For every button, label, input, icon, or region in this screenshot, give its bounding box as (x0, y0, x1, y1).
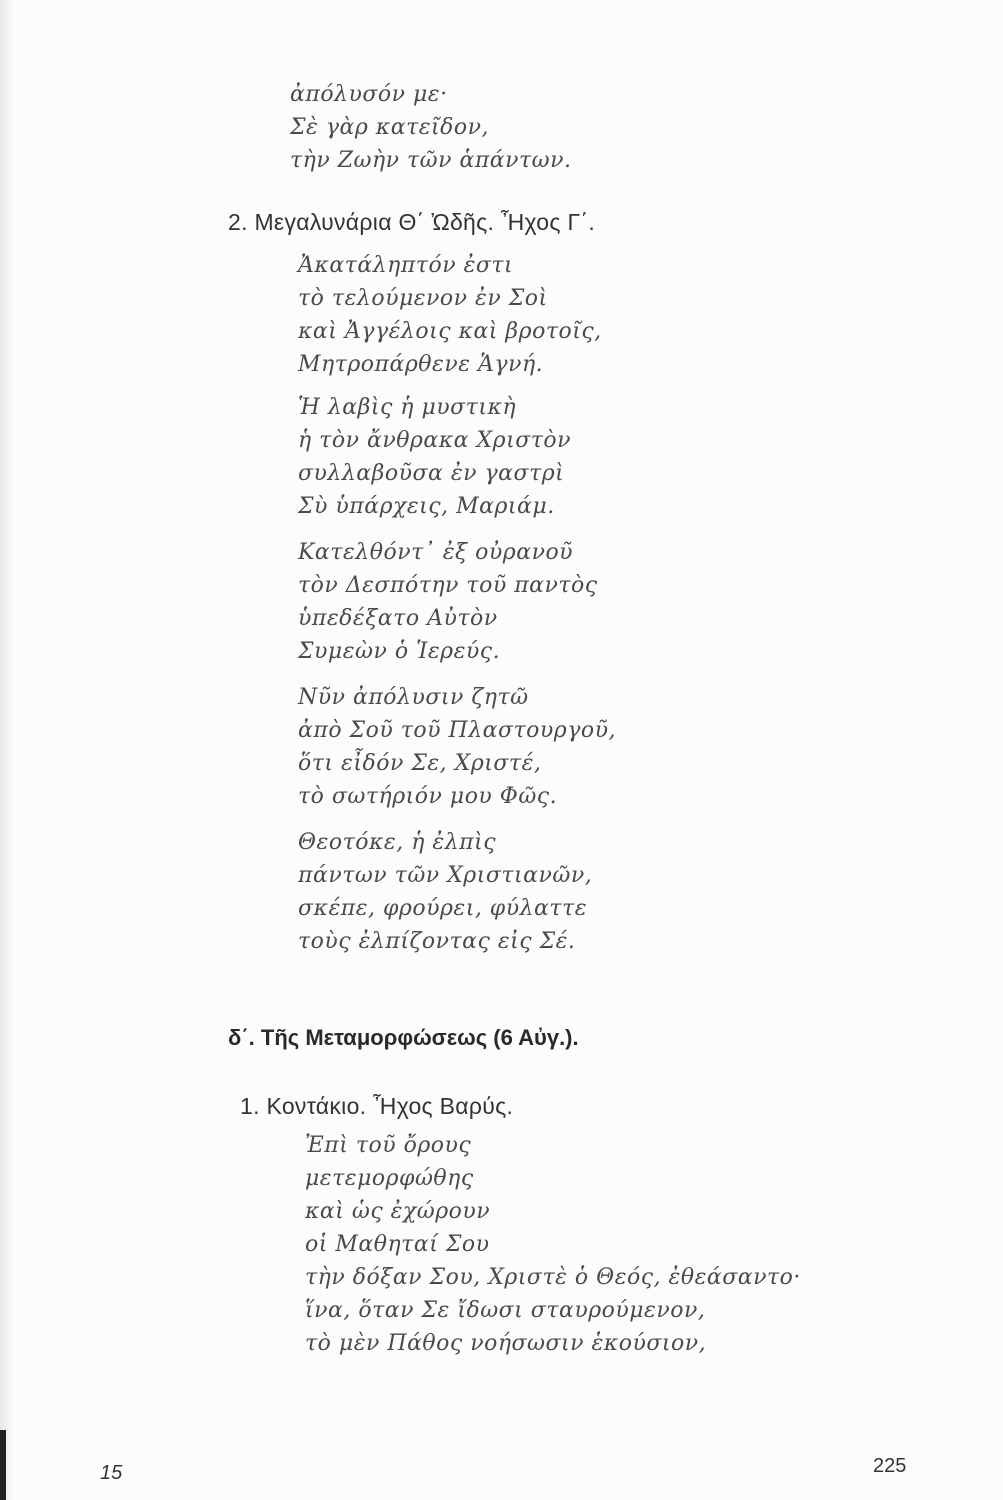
verse-line: ἵνα, ὅταν Σε ἴδωσι σταυρούμενον, (305, 1298, 706, 1323)
verse-line: τοὺς ἐλπίζοντας εἰς Σέ. (298, 929, 576, 954)
verse-line: τὸ τελούμενον ἐν Σοὶ (298, 286, 548, 311)
verse-line: Κατελθόντ᾽ ἐξ οὐρανοῦ (298, 540, 574, 565)
verse-line: Θεοτόκε, ἡ ἐλπὶς (298, 830, 497, 855)
verse-line: τὸ σωτήριόν μου Φῶς. (298, 784, 558, 809)
item-heading-megalynaria: 2. Μεγαλυνάρια Θ΄ Ὠδῆς. Ἦχος Γ΄. (228, 209, 596, 235)
verse-line: Ἀκατάληπτόν ἐστι (298, 253, 514, 278)
binding-corner (0, 1430, 6, 1500)
item-heading-kontakion: 1. Κοντάκιο. Ἦχος Βαρύς. (240, 1093, 514, 1119)
verse-line: τὴν δόξαν Σου, Χριστὲ ὁ Θεός, ἐθεάσαντο· (305, 1265, 801, 1290)
verse-line: ἀπὸ Σοῦ τοῦ Πλαστουργοῦ, (298, 718, 616, 743)
verse-line: Ἐπὶ τοῦ ὄρους (305, 1133, 472, 1158)
verse-line: Ἡ λαβὶς ἡ μυστικὴ (298, 395, 517, 420)
verse-line: τὸν Δεσπότην τοῦ παντὸς (298, 573, 598, 598)
verse-line: συλλαβοῦσα ἐν γαστρὶ (298, 461, 565, 486)
verse-line: ὑπεδέξατο Αὐτὸν (298, 606, 498, 631)
verse-line: ἀπόλυσόν με· (290, 82, 448, 107)
verse-line: οἱ Μαθηταί Σου (305, 1232, 490, 1257)
verse-line: Συμεὼν ὁ Ἱερεύς. (298, 639, 501, 664)
binding-shadow (0, 0, 14, 1500)
verse-line: σκέπε, φρούρει, φύλαττε (298, 896, 588, 921)
page-number: 225 (873, 1455, 907, 1477)
verse-line: Μητροπάρθενε Ἁγνή. (298, 352, 544, 377)
verse-line: Σὲ γὰρ κατεῖδον, (290, 115, 490, 140)
verse-line: Σὺ ὑπάρχεις, Μαριάμ. (298, 494, 555, 519)
verse-line: ὅτι εἶδόν Σε, Χριστέ, (298, 751, 542, 776)
verse-line: τὴν Ζωὴν τῶν ἁπάντων. (290, 148, 572, 173)
verse-line: τὸ μὲν Πάθος νοήσωσιν ἑκούσιον, (305, 1331, 707, 1356)
signature-number: 15 (100, 1462, 123, 1484)
section-title: δ΄. Τῆς Μεταμορφώσεως (6 Αὐγ.). (228, 1025, 579, 1050)
verse-line: Νῦν ἀπόλυσιν ζητῶ (298, 685, 529, 710)
verse-line: πάντων τῶν Χριστιανῶν, (298, 863, 593, 888)
verse-line: καὶ ὡς ἐχώρουν (305, 1199, 491, 1224)
verse-line: μετεμορφώθης (305, 1166, 474, 1191)
verse-line: ἡ τὸν ἄνθρακα Χριστὸν (298, 428, 572, 453)
verse-line: καὶ Ἀγγέλοις καὶ βροτοῖς, (298, 319, 602, 344)
